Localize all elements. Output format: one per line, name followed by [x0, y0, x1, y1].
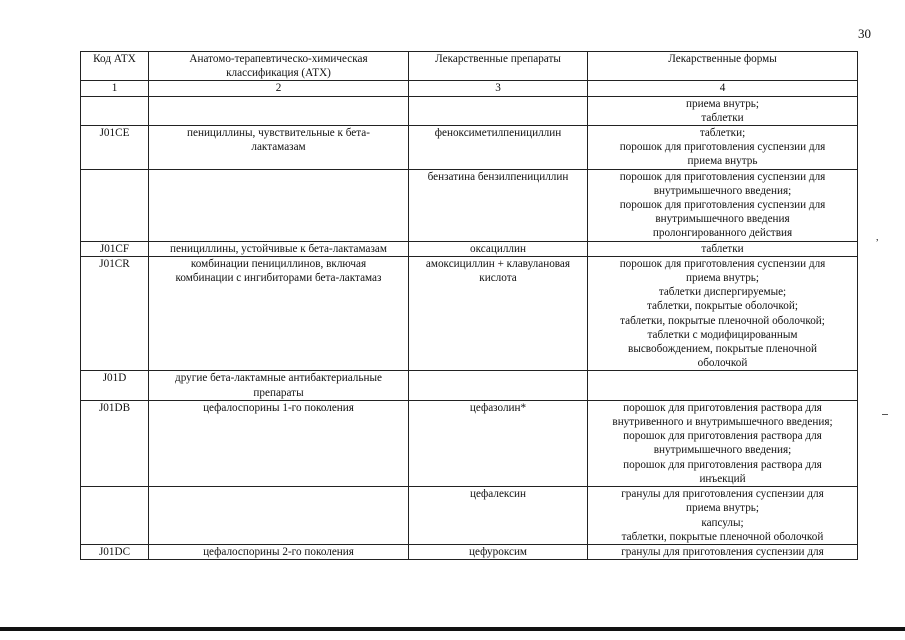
dosage-forms-cell: гранулы для приготовления суспензии для приема внутрь; капсулы; таблетки, покрытые пленочной оболочкой [588, 487, 858, 545]
classification-cell [149, 487, 409, 545]
classification-cell [149, 169, 409, 241]
classification-cell: пенициллины, чувствительные к бета- лактамазам [149, 126, 409, 170]
dosage-forms-cell: порошок для приготовления раствора для внутривенного и внутримышечного введения; порошок для приготовления раствора для внутримышечного введения; порошок для приготовления раствора для инъекций [588, 400, 858, 486]
scan-mark [882, 414, 888, 415]
page-bottom-border [0, 627, 905, 631]
column-number: 4 [588, 81, 858, 96]
dosage-forms-cell: приема внутрь; таблетки [588, 96, 858, 125]
table-row [81, 400, 858, 486]
table-row [81, 487, 858, 545]
column-number-row [81, 81, 858, 96]
atc-code-cell: J01DC [81, 544, 149, 559]
drug-cell: феноксиметилпенициллин [409, 126, 588, 170]
dosage-forms-cell: таблетки; порошок для приготовления суспензии для приема внутрь [588, 126, 858, 170]
dosage-forms-cell: гранулы для приготовления суспензии для [588, 544, 858, 559]
table-row [81, 544, 858, 559]
dosage-forms-cell: порошок для приготовления суспензии для внутримышечного введения; порошок для приготовления суспензии для внутримышечного введения пролонгированного действия [588, 169, 858, 241]
drug-cell: оксациллин [409, 241, 588, 256]
drug-cell: амоксициллин + клавулановая кислота [409, 256, 588, 371]
atc-code-cell [81, 487, 149, 545]
drug-cell: цефазолин* [409, 400, 588, 486]
table-header-row [81, 52, 858, 81]
classification-cell: пенициллины, устойчивые к бета-лактамазам [149, 241, 409, 256]
table-row [81, 256, 858, 371]
column-number: 3 [409, 81, 588, 96]
column-number: 1 [81, 81, 149, 96]
atc-code-cell [81, 96, 149, 125]
drug-cell: цефуроксим [409, 544, 588, 559]
atc-code-cell [81, 169, 149, 241]
atc-classification-table [80, 51, 858, 560]
table-row [81, 126, 858, 170]
drug-cell: цефалексин [409, 487, 588, 545]
header-forms: Лекарственные формы [588, 52, 858, 81]
dosage-forms-cell: таблетки [588, 241, 858, 256]
dosage-forms-cell [588, 371, 858, 400]
drug-cell [409, 96, 588, 125]
header-drugs: Лекарственные препараты [409, 52, 588, 81]
table-body [81, 96, 858, 560]
header-classification: Анатомо-терапевтическо-химическая классификация (АТХ) [149, 52, 409, 81]
drug-cell [409, 371, 588, 400]
table-row [81, 371, 858, 400]
atc-code-cell: J01CE [81, 126, 149, 170]
classification-cell: цефалоспорины 2-го поколения [149, 544, 409, 559]
classification-cell: комбинации пенициллинов, включая комбинации с ингибиторами бета-лактамаз [149, 256, 409, 371]
atc-code-cell: J01CF [81, 241, 149, 256]
atc-code-cell: J01DB [81, 400, 149, 486]
atc-code-cell: J01D [81, 371, 149, 400]
page-number: 30 [858, 26, 871, 41]
atc-code-cell: J01CR [81, 256, 149, 371]
column-number: 2 [149, 81, 409, 96]
dosage-forms-cell: порошок для приготовления суспензии для приема внутрь; таблетки диспергируемые; таблетки, покрытые оболочкой; таблетки, покрытые пленочной оболочкой; таблетки с модифицированным высвобождением, покрытые пленочной оболочкой [588, 256, 858, 371]
classification-cell [149, 96, 409, 125]
header-code: Код АТХ [81, 52, 149, 81]
drug-cell: бензатина бензилпенициллин [409, 169, 588, 241]
classification-cell: другие бета-лактамные антибактериальные препараты [149, 371, 409, 400]
table-row [81, 96, 858, 125]
table-row [81, 169, 858, 241]
table-row [81, 241, 858, 256]
classification-cell: цефалоспорины 1-го поколения [149, 400, 409, 486]
scan-mark: , [876, 232, 879, 243]
